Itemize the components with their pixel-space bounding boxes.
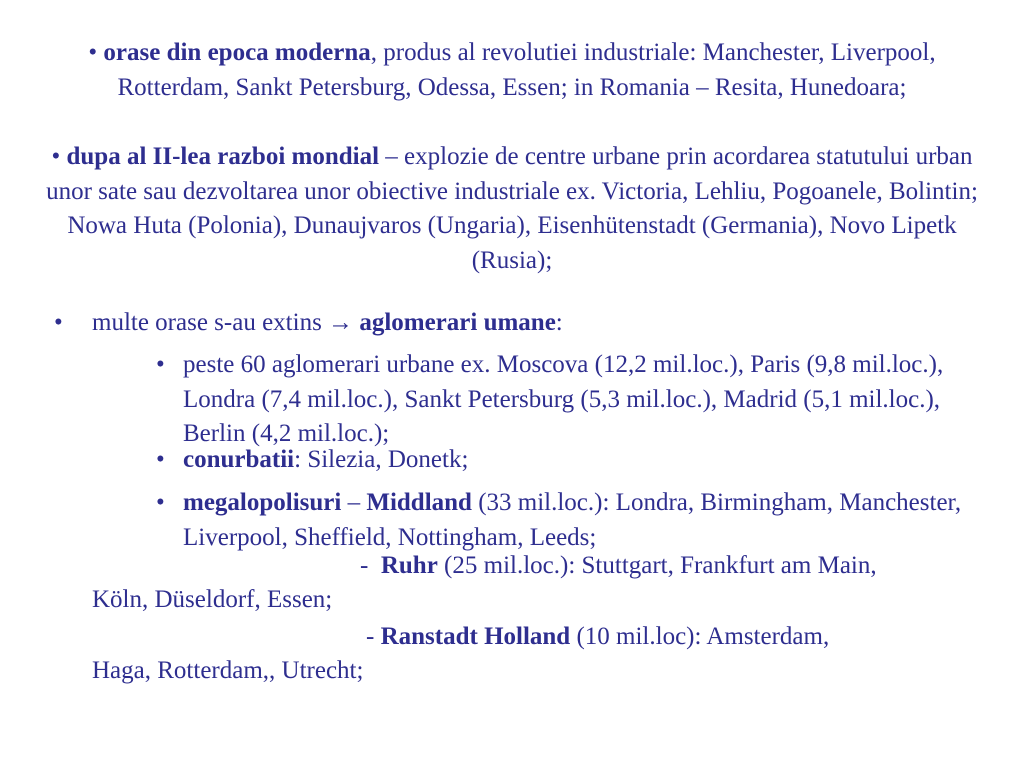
ranstadt-line — [366, 620, 829, 655]
heading-postwar: dupa al II-lea razboi mondial — [66, 143, 380, 170]
expansion-text: multe orase s-au extins → — [92, 309, 360, 336]
conurbations-item — [183, 443, 983, 478]
expansion-item — [92, 306, 563, 341]
ruhr-prefix: - — [360, 552, 381, 579]
ruhr-text: (25 mil.loc.): Stuttgart, Frankfurt am Main, — [437, 552, 877, 579]
expansion-bold: aglomerari umane — [359, 309, 556, 336]
megalopolis-dash: – — [341, 489, 367, 516]
bullet: • — [51, 143, 61, 170]
modern-cities-text: , produs al revolutiei industriale: Manchester, Liverpool, Rotterdam, Sankt Petersburg, Odessa, Essen; in Romania – Resita, Hunedoara; — [117, 39, 936, 101]
paragraph-postwar-cities — [40, 140, 984, 278]
ranstadt-line-continued: Haga, Rotterdam,, Utrecht; — [92, 657, 364, 684]
conurbations-text: : Silezia, Donetk; — [294, 446, 469, 473]
middland-bold: Middland — [366, 489, 472, 516]
bullet-level2: • — [156, 489, 165, 516]
ranstadt-bold: Ranstadt Holland — [380, 623, 571, 650]
ruhr-line-continued: Köln, Düseldorf, Essen; — [92, 586, 333, 613]
bullet-level2: • — [156, 351, 165, 378]
bullet: • — [88, 39, 98, 66]
ranstadt-prefix: - — [366, 623, 381, 650]
bullet-level2: • — [156, 446, 165, 473]
megalopolis-item — [183, 486, 983, 555]
ruhr-line — [360, 549, 877, 584]
ranstadt-text: (10 mil.loc): Amsterdam, — [570, 623, 830, 650]
megalopolis-text: (33 mil.loc.): Londra, Birmingham, Manchester, Liverpool, Sheffield, Nottingham, Leeds; — [183, 489, 962, 551]
paragraph-modern-cities — [40, 36, 984, 105]
heading-modern-cities: orase din epoca moderna — [103, 39, 371, 66]
ruhr-bold: Ruhr — [380, 552, 438, 579]
agglomerations-item: peste 60 aglomerari urbane ex. Moscova (12,2 mil.loc.), Paris (9,8 mil.loc.), Londra (7,4 mil.loc.), Sankt Petersburg (5,3 mil.loc.), Madrid (5,1 mil.loc.), Berlin (4,2 mil.loc.); — [183, 351, 944, 447]
bullet-level1: • — [54, 309, 63, 336]
conurbations-bold: conurbatii — [183, 446, 295, 473]
postwar-text: – explozie de centre urbane prin acordarea statutului urban unor sate sau dezvoltarea unor obiective industriale ex. Victoria, Lehliu, Pogoanele, Bolintin; Nowa Huta (Polonia), Dunaujvaros (Ungaria), Eisenhütenstadt (Germania), Novo Lipetk (Rusia); — [46, 143, 978, 274]
megalopolis-bold: megalopolisuri — [183, 489, 342, 516]
expansion-end: : — [555, 309, 563, 336]
